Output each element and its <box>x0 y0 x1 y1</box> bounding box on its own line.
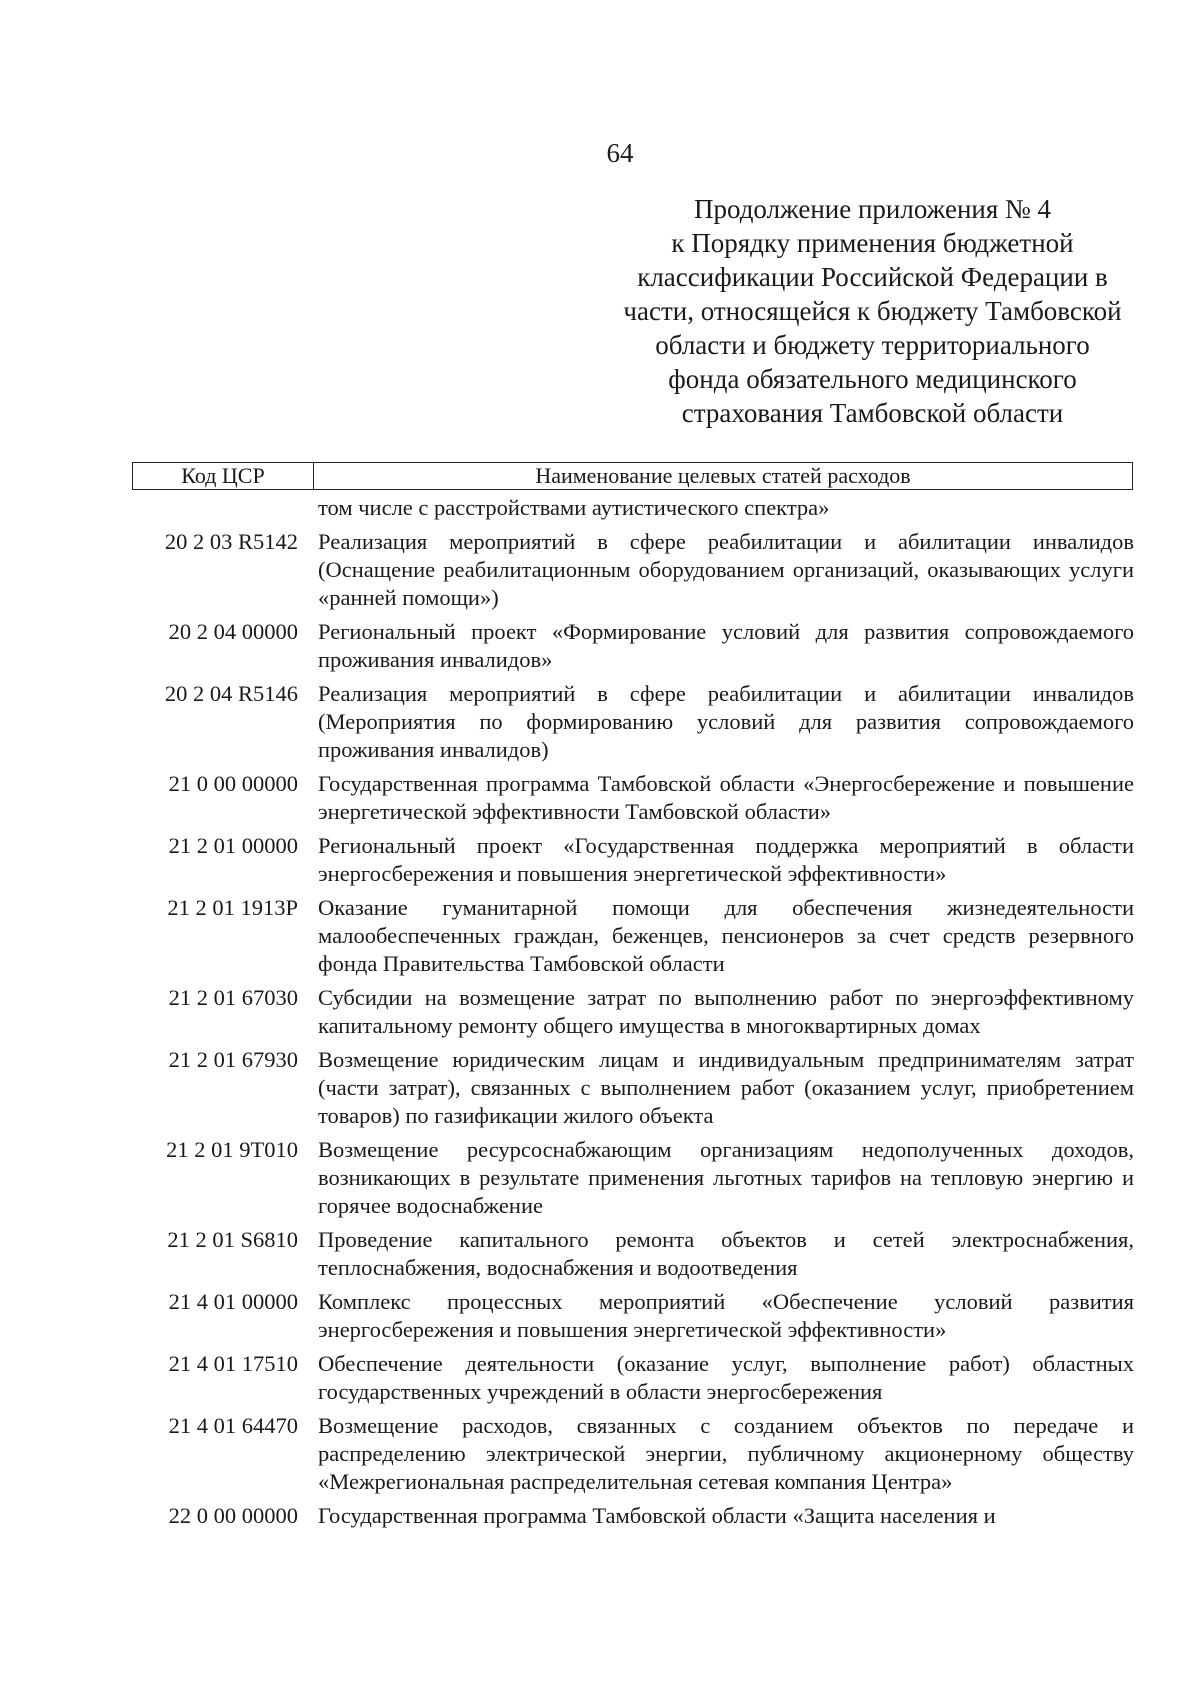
row-text: Реализация мероприятий в сфере реабилитации и абилитации инвалидов (Мероприятия по формированию условий для развития сопровождаемого проживания инвалидов) <box>318 681 1134 762</box>
table-row <box>136 1350 1134 1406</box>
row-text: Реализация мероприятий в сфере реабилитации и абилитации инвалидов (Оснащение реабилитационным оборудованием организаций, оказывающих услуги «ранней помощи») <box>318 529 1134 610</box>
table-row <box>136 1046 1134 1130</box>
row-text: Возмещение юридическим лицам и индивидуальным предпринимателям затрат (части затрат), связанных с выполнением работ (оказанием услуг, приобретением товаров) по газификации жилого объекта <box>318 1047 1134 1128</box>
header-line: области и бюджету территориального <box>655 330 1090 360</box>
header-line: к Порядку применения бюджетной <box>671 228 1074 258</box>
row-code <box>136 494 316 522</box>
header-line: страхования Тамбовской области <box>681 398 1064 428</box>
row-text: Государственная программа Тамбовской области «Защита населения и <box>318 1503 996 1528</box>
row-code: 21 2 01 1913Р <box>167 895 298 920</box>
header-line: классификации Российской Федерации в <box>637 262 1108 292</box>
column-header-code: Код ЦСР <box>133 463 314 489</box>
row-code: 20 2 04 00000 <box>168 619 298 644</box>
row-text: Возмещение ресурсоснабжающим организациям недополученных доходов, возникающих в результате применения льготных тарифов на тепловую энергию и горячее водоснабжение <box>318 1137 1134 1218</box>
table-row <box>136 528 1134 612</box>
table-row <box>136 1136 1134 1220</box>
row-text: Оказание гуманитарной помощи для обеспечения жизнедеятельности малообеспеченных граждан, беженцев, пенсионеров за счет средств резервного фонда Правительства Тамбовской области <box>318 895 1134 976</box>
table-row <box>136 1288 1134 1344</box>
row-text: Региональный проект «Государственная поддержка мероприятий в области энергосбережения и повышения энергетической эффективности» <box>318 833 1134 886</box>
table-row <box>136 680 1134 764</box>
table-body <box>136 494 1134 1536</box>
header-line: Продолжение приложения № 4 <box>693 194 1052 224</box>
table-row <box>136 1226 1134 1282</box>
row-text: Государственная программа Тамбовской области «Энергосбережение и повышение энергетической эффективности Тамбовской области» <box>318 771 1134 824</box>
table-row <box>136 1502 1134 1530</box>
header-line: части, относящейся к бюджету Тамбовской <box>623 296 1122 326</box>
row-code: 21 4 01 17510 <box>168 1351 298 1376</box>
row-code: 21 2 01 S6810 <box>167 1227 298 1252</box>
row-code: 20 2 03 R5142 <box>164 529 298 554</box>
row-text: Возмещение расходов, связанных с созданием объектов по передаче и распределению электрической энергии, публичному акционерному обществу «Межрегиональная распределительная сетевая компания Центра» <box>318 1413 1134 1494</box>
table-row <box>136 494 1134 522</box>
row-code: 21 2 01 67930 <box>168 1047 298 1072</box>
table-row <box>136 984 1134 1040</box>
column-header-name: Наименование целевых статей расходов <box>535 463 911 488</box>
table-row <box>136 618 1134 674</box>
page-number: 64 <box>606 138 634 168</box>
row-code: 21 0 00 00000 <box>168 771 298 796</box>
row-code: 21 4 01 64470 <box>168 1413 298 1438</box>
row-text: Обеспечение деятельности (оказание услуг, выполнение работ) областных государственных учреждений в области энергосбережения <box>318 1351 1134 1404</box>
table-row <box>136 1412 1134 1496</box>
row-text: Субсидии на возмещение затрат по выполнению работ по энергоэффективному капитальному ремонту общего имущества в многоквартирных домах <box>318 985 1134 1038</box>
row-code: 22 0 00 00000 <box>168 1503 298 1528</box>
row-text: Комплекс процессных мероприятий «Обеспечение условий развития энергосбережения и повышения энергетической эффективности» <box>318 1289 1134 1342</box>
table-row <box>136 770 1134 826</box>
row-text: Региональный проект «Формирование условий для развития сопровождаемого проживания инвалидов» <box>318 619 1134 672</box>
row-code: 21 2 01 67030 <box>168 985 298 1010</box>
row-code: 21 2 01 00000 <box>168 833 298 858</box>
table-row <box>136 894 1134 978</box>
header-line: фонда обязательного медицинского <box>668 364 1077 394</box>
table-header <box>132 462 1133 490</box>
table-row <box>136 832 1134 888</box>
row-text: том числе с расстройствами аутистического спектра» <box>318 495 830 520</box>
row-code: 20 2 04 R5146 <box>164 681 298 706</box>
row-code: 21 2 01 9Т010 <box>166 1137 298 1162</box>
appendix-header <box>600 192 1145 430</box>
row-code: 21 4 01 00000 <box>168 1289 298 1314</box>
row-text: Проведение капитального ремонта объектов и сетей электроснабжения, теплоснабжения, водоснабжения и водоотведения <box>318 1227 1134 1280</box>
